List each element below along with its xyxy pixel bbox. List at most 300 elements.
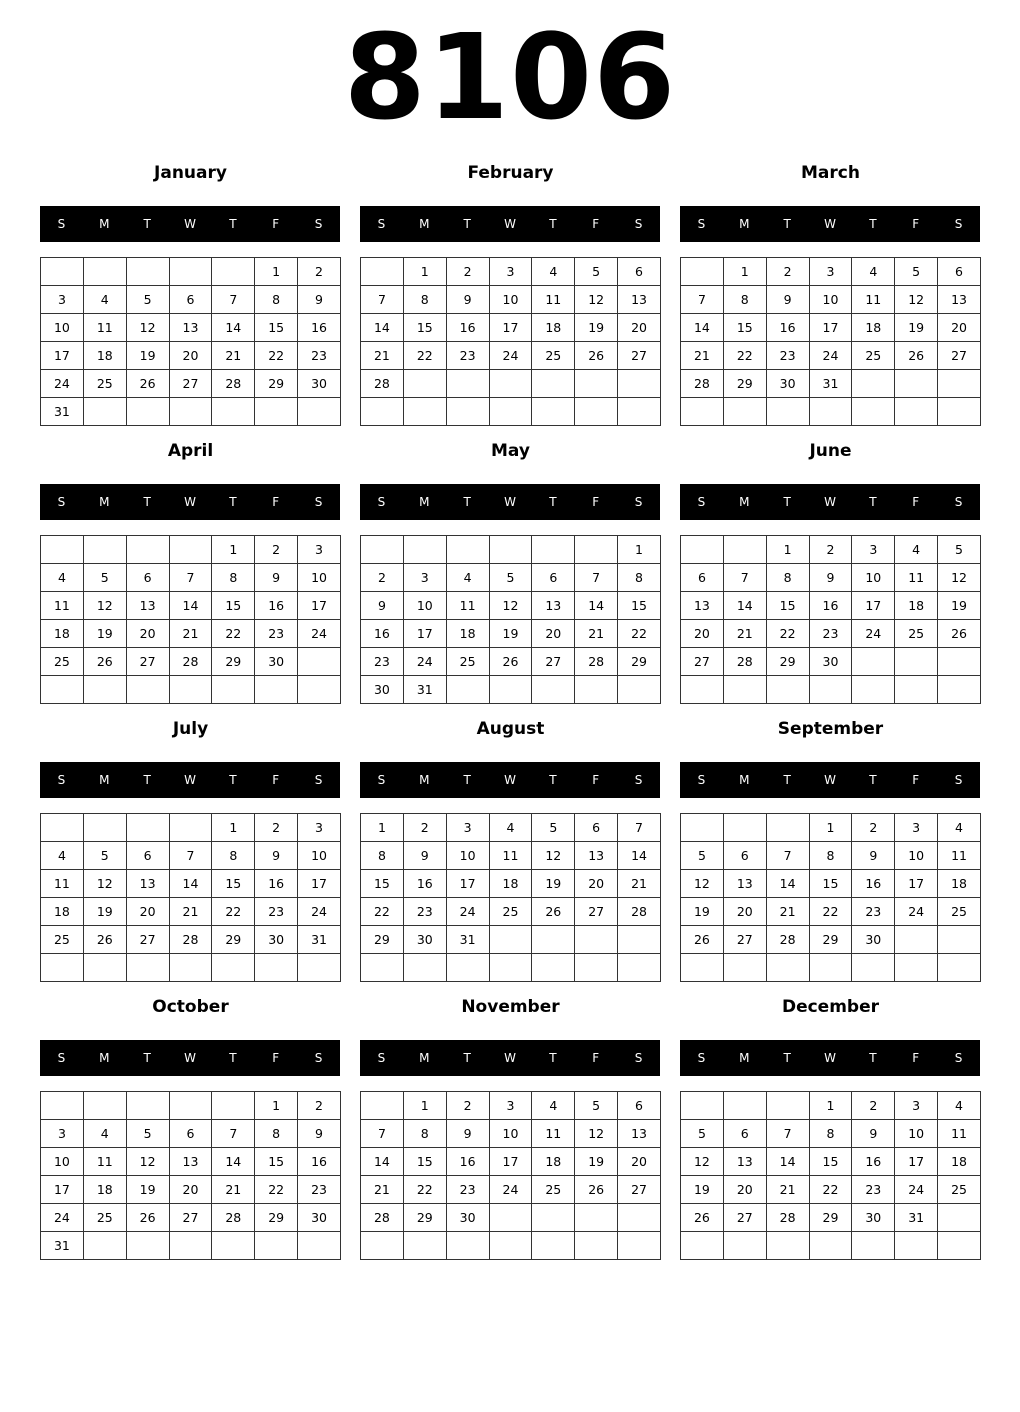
day-cell	[403, 370, 446, 398]
day-cell: 9	[298, 286, 341, 314]
day-cell: 1	[403, 1092, 446, 1120]
week-row	[361, 398, 661, 426]
day-cell: 11	[895, 564, 938, 592]
day-cell: 27	[723, 926, 766, 954]
day-cell	[575, 370, 618, 398]
day-cell	[723, 536, 766, 564]
day-cell: 8	[403, 286, 446, 314]
day-cell: 25	[83, 1204, 126, 1232]
day-cell: 27	[126, 648, 169, 676]
day-cell	[126, 1232, 169, 1260]
day-cell: 7	[681, 286, 724, 314]
weekday-label: T	[143, 495, 151, 509]
day-cell: 22	[618, 620, 661, 648]
day-cell	[361, 1232, 404, 1260]
day-cell: 3	[489, 258, 532, 286]
days-grid	[40, 813, 341, 982]
week-row	[41, 814, 341, 842]
day-cell	[532, 1204, 575, 1232]
day-cell: 18	[532, 314, 575, 342]
weekday-label: T	[549, 773, 557, 787]
week-row	[361, 814, 661, 842]
weekday-header	[40, 206, 340, 242]
day-cell: 11	[852, 286, 895, 314]
week-row	[681, 648, 981, 676]
day-cell: 25	[489, 898, 532, 926]
day-cell: 16	[766, 314, 809, 342]
day-cell: 16	[446, 1148, 489, 1176]
day-cell	[446, 398, 489, 426]
weekday-label: M	[739, 773, 750, 787]
week-row	[681, 898, 981, 926]
day-cell: 29	[255, 1204, 298, 1232]
weekday-label: F	[272, 217, 280, 231]
day-cell: 19	[681, 1176, 724, 1204]
week-row	[361, 342, 661, 370]
month-name: September	[777, 719, 884, 739]
day-cell: 24	[298, 898, 341, 926]
day-cell: 25	[83, 370, 126, 398]
day-cell: 15	[403, 314, 446, 342]
weekday-header	[680, 206, 980, 242]
day-cell: 20	[126, 898, 169, 926]
day-cell: 8	[361, 842, 404, 870]
day-cell	[403, 1232, 446, 1260]
day-cell: 11	[489, 842, 532, 870]
day-cell: 28	[618, 898, 661, 926]
day-cell: 16	[361, 620, 404, 648]
day-cell	[489, 536, 532, 564]
day-cell	[618, 926, 661, 954]
days-grid	[40, 535, 341, 704]
week-row	[361, 1232, 661, 1260]
day-cell	[489, 1204, 532, 1232]
day-cell: 11	[83, 1148, 126, 1176]
weekday-header	[40, 1040, 340, 1076]
day-cell: 22	[403, 342, 446, 370]
week-row	[41, 648, 341, 676]
day-cell: 31	[809, 370, 852, 398]
day-cell: 15	[255, 1148, 298, 1176]
day-cell	[126, 814, 169, 842]
weekday-label: M	[419, 773, 430, 787]
day-cell: 13	[169, 1148, 212, 1176]
day-cell: 20	[681, 620, 724, 648]
day-cell: 21	[681, 342, 724, 370]
day-cell: 18	[852, 314, 895, 342]
day-cell: 1	[723, 258, 766, 286]
week-row	[681, 814, 981, 842]
week-row	[41, 1092, 341, 1120]
day-cell	[766, 1232, 809, 1260]
day-cell: 14	[361, 1148, 404, 1176]
day-cell: 2	[255, 814, 298, 842]
day-cell: 20	[126, 620, 169, 648]
weekday-label: W	[504, 495, 516, 509]
day-cell	[723, 814, 766, 842]
weekday-label: S	[697, 1051, 706, 1065]
day-cell: 13	[532, 592, 575, 620]
day-cell: 13	[938, 286, 981, 314]
day-cell	[169, 814, 212, 842]
week-row	[41, 842, 341, 870]
day-cell: 3	[895, 814, 938, 842]
day-cell: 18	[446, 620, 489, 648]
day-cell: 30	[298, 1204, 341, 1232]
day-cell: 29	[766, 648, 809, 676]
weekday-label: S	[697, 495, 706, 509]
weekday-label: S	[57, 1051, 66, 1065]
day-cell: 29	[723, 370, 766, 398]
day-cell: 15	[766, 592, 809, 620]
day-cell	[895, 954, 938, 982]
day-cell: 17	[41, 342, 84, 370]
week-row	[681, 592, 981, 620]
day-cell: 14	[169, 592, 212, 620]
day-cell: 24	[489, 1176, 532, 1204]
day-cell	[83, 814, 126, 842]
day-cell	[532, 536, 575, 564]
weekday-label: F	[592, 1051, 600, 1065]
weekday-label: M	[739, 495, 750, 509]
weekday-label: T	[229, 773, 237, 787]
day-cell: 9	[809, 564, 852, 592]
day-cell	[938, 954, 981, 982]
day-cell: 23	[809, 620, 852, 648]
day-cell: 5	[532, 814, 575, 842]
weekday-header	[680, 1040, 980, 1076]
day-cell: 1	[361, 814, 404, 842]
day-cell: 9	[255, 842, 298, 870]
day-cell: 14	[361, 314, 404, 342]
day-cell	[532, 954, 575, 982]
day-cell: 8	[403, 1120, 446, 1148]
day-cell: 2	[361, 564, 404, 592]
week-row	[361, 564, 661, 592]
day-cell: 29	[361, 926, 404, 954]
day-cell: 17	[489, 314, 532, 342]
day-cell: 21	[723, 620, 766, 648]
day-cell: 16	[852, 1148, 895, 1176]
day-cell	[361, 954, 404, 982]
day-cell: 12	[83, 592, 126, 620]
day-cell: 27	[126, 926, 169, 954]
weekday-label: S	[314, 773, 323, 787]
week-row	[361, 620, 661, 648]
week-row	[361, 926, 661, 954]
day-cell: 18	[489, 870, 532, 898]
day-cell: 29	[809, 926, 852, 954]
day-cell	[938, 648, 981, 676]
month-name: October	[152, 997, 229, 1017]
week-row	[361, 954, 661, 982]
day-cell: 5	[83, 842, 126, 870]
day-cell: 30	[446, 1204, 489, 1232]
day-cell: 10	[41, 314, 84, 342]
day-cell: 15	[403, 1148, 446, 1176]
day-cell: 4	[83, 286, 126, 314]
day-cell: 3	[852, 536, 895, 564]
day-cell: 20	[938, 314, 981, 342]
weekday-label: T	[143, 217, 151, 231]
day-cell	[255, 676, 298, 704]
weekday-label: S	[954, 1051, 963, 1065]
week-row	[361, 286, 661, 314]
day-cell	[681, 814, 724, 842]
week-row	[681, 286, 981, 314]
day-cell: 16	[298, 314, 341, 342]
day-cell	[723, 398, 766, 426]
day-cell	[681, 1092, 724, 1120]
day-cell	[575, 926, 618, 954]
day-cell: 3	[298, 814, 341, 842]
day-cell: 22	[255, 342, 298, 370]
day-cell: 26	[126, 1204, 169, 1232]
day-cell: 30	[809, 648, 852, 676]
day-cell: 15	[212, 870, 255, 898]
day-cell	[766, 1092, 809, 1120]
week-row	[41, 926, 341, 954]
day-cell	[361, 258, 404, 286]
week-row	[681, 342, 981, 370]
weekday-label: M	[419, 495, 430, 509]
day-cell: 20	[575, 870, 618, 898]
month-name: December	[781, 997, 880, 1017]
day-cell: 21	[361, 342, 404, 370]
day-cell: 23	[403, 898, 446, 926]
day-cell: 27	[169, 1204, 212, 1232]
day-cell: 26	[681, 926, 724, 954]
day-cell: 23	[361, 648, 404, 676]
day-cell: 10	[489, 286, 532, 314]
day-cell: 3	[489, 1092, 532, 1120]
day-cell: 31	[895, 1204, 938, 1232]
day-cell: 6	[532, 564, 575, 592]
weekday-label: T	[229, 217, 237, 231]
week-row	[41, 1232, 341, 1260]
day-cell: 28	[575, 648, 618, 676]
day-cell	[446, 370, 489, 398]
day-cell: 22	[809, 1176, 852, 1204]
day-cell: 21	[766, 1176, 809, 1204]
day-cell: 13	[723, 1148, 766, 1176]
day-cell: 10	[809, 286, 852, 314]
weekday-label: S	[314, 1051, 323, 1065]
weekday-label: S	[634, 773, 643, 787]
day-cell	[766, 814, 809, 842]
day-cell	[895, 676, 938, 704]
weekday-label: W	[184, 773, 196, 787]
weekday-label: T	[463, 1051, 471, 1065]
day-cell: 6	[723, 1120, 766, 1148]
week-row	[681, 370, 981, 398]
day-cell	[298, 398, 341, 426]
day-cell: 14	[169, 870, 212, 898]
weekday-label: S	[377, 495, 386, 509]
day-cell: 20	[618, 314, 661, 342]
day-cell: 17	[298, 592, 341, 620]
day-cell: 12	[575, 286, 618, 314]
day-cell	[126, 258, 169, 286]
day-cell: 25	[532, 1176, 575, 1204]
weekday-label: S	[954, 773, 963, 787]
day-cell: 8	[255, 286, 298, 314]
weekday-label: T	[549, 495, 557, 509]
day-cell: 29	[255, 370, 298, 398]
day-cell	[169, 1232, 212, 1260]
day-cell: 18	[895, 592, 938, 620]
day-cell: 7	[169, 842, 212, 870]
day-cell: 22	[212, 620, 255, 648]
day-cell: 25	[938, 1176, 981, 1204]
day-cell: 9	[446, 1120, 489, 1148]
day-cell: 7	[766, 1120, 809, 1148]
month-name: January	[154, 163, 227, 183]
day-cell: 5	[681, 842, 724, 870]
day-cell: 4	[938, 1092, 981, 1120]
week-row	[41, 898, 341, 926]
weekday-label: W	[824, 495, 836, 509]
weekday-label: S	[697, 217, 706, 231]
weekday-label: S	[57, 773, 66, 787]
day-cell	[575, 398, 618, 426]
day-cell: 27	[723, 1204, 766, 1232]
day-cell: 10	[298, 842, 341, 870]
week-row	[41, 592, 341, 620]
day-cell: 23	[255, 620, 298, 648]
day-cell: 17	[446, 870, 489, 898]
day-cell: 10	[41, 1148, 84, 1176]
day-cell: 24	[446, 898, 489, 926]
weekday-label: S	[314, 217, 323, 231]
weekday-label: S	[57, 495, 66, 509]
day-cell: 8	[618, 564, 661, 592]
day-cell: 10	[895, 1120, 938, 1148]
day-cell: 27	[169, 370, 212, 398]
day-cell	[298, 1232, 341, 1260]
day-cell	[126, 536, 169, 564]
day-cell	[446, 536, 489, 564]
day-cell: 17	[403, 620, 446, 648]
week-row	[361, 536, 661, 564]
day-cell	[489, 1232, 532, 1260]
day-cell	[895, 370, 938, 398]
day-cell: 8	[255, 1120, 298, 1148]
day-cell	[41, 1092, 84, 1120]
week-row	[681, 564, 981, 592]
weekday-header	[680, 762, 980, 798]
day-cell: 17	[809, 314, 852, 342]
weekday-label: T	[229, 495, 237, 509]
day-cell: 17	[298, 870, 341, 898]
day-cell: 24	[403, 648, 446, 676]
day-cell: 26	[83, 926, 126, 954]
day-cell: 4	[852, 258, 895, 286]
weekday-label: T	[869, 1051, 877, 1065]
day-cell	[169, 258, 212, 286]
day-cell	[852, 648, 895, 676]
weekday-label: S	[954, 495, 963, 509]
week-row	[681, 954, 981, 982]
day-cell: 23	[852, 898, 895, 926]
weekday-label: M	[739, 217, 750, 231]
day-cell: 6	[938, 258, 981, 286]
day-cell: 12	[895, 286, 938, 314]
day-cell	[403, 954, 446, 982]
day-cell: 6	[681, 564, 724, 592]
day-cell: 21	[575, 620, 618, 648]
day-cell: 3	[41, 286, 84, 314]
day-cell: 16	[809, 592, 852, 620]
week-row	[361, 676, 661, 704]
day-cell	[298, 648, 341, 676]
day-cell: 30	[852, 926, 895, 954]
day-cell: 7	[361, 286, 404, 314]
week-row	[361, 648, 661, 676]
day-cell: 26	[938, 620, 981, 648]
day-cell: 27	[532, 648, 575, 676]
day-cell: 10	[403, 592, 446, 620]
day-cell	[938, 926, 981, 954]
day-cell: 29	[403, 1204, 446, 1232]
day-cell: 30	[852, 1204, 895, 1232]
day-cell: 12	[126, 1148, 169, 1176]
day-cell	[681, 398, 724, 426]
weekday-label: W	[824, 773, 836, 787]
weekday-label: W	[504, 773, 516, 787]
day-cell: 9	[361, 592, 404, 620]
day-cell: 19	[575, 1148, 618, 1176]
day-cell	[169, 1092, 212, 1120]
day-cell: 9	[446, 286, 489, 314]
day-cell	[852, 1232, 895, 1260]
day-cell	[532, 398, 575, 426]
day-cell	[938, 398, 981, 426]
day-cell: 4	[938, 814, 981, 842]
week-row	[681, 1232, 981, 1260]
day-cell: 12	[126, 314, 169, 342]
day-cell: 30	[298, 370, 341, 398]
week-row	[361, 314, 661, 342]
day-cell: 7	[361, 1120, 404, 1148]
day-cell: 2	[255, 536, 298, 564]
day-cell: 9	[852, 842, 895, 870]
day-cell: 2	[403, 814, 446, 842]
day-cell: 10	[852, 564, 895, 592]
day-cell: 2	[852, 1092, 895, 1120]
day-cell: 15	[255, 314, 298, 342]
week-row	[361, 258, 661, 286]
weekday-header	[360, 762, 660, 798]
day-cell: 19	[126, 1176, 169, 1204]
day-cell: 30	[255, 648, 298, 676]
week-row	[361, 592, 661, 620]
weekday-label: S	[634, 495, 643, 509]
day-cell	[618, 370, 661, 398]
weekday-label: W	[504, 217, 516, 231]
day-cell: 13	[126, 592, 169, 620]
day-cell: 8	[723, 286, 766, 314]
week-row	[681, 620, 981, 648]
day-cell: 28	[361, 1204, 404, 1232]
day-cell: 22	[403, 1176, 446, 1204]
weekday-label: F	[272, 773, 280, 787]
month-name: May	[491, 441, 530, 461]
day-cell	[489, 398, 532, 426]
day-cell	[809, 1232, 852, 1260]
day-cell: 17	[895, 870, 938, 898]
day-cell: 11	[83, 314, 126, 342]
